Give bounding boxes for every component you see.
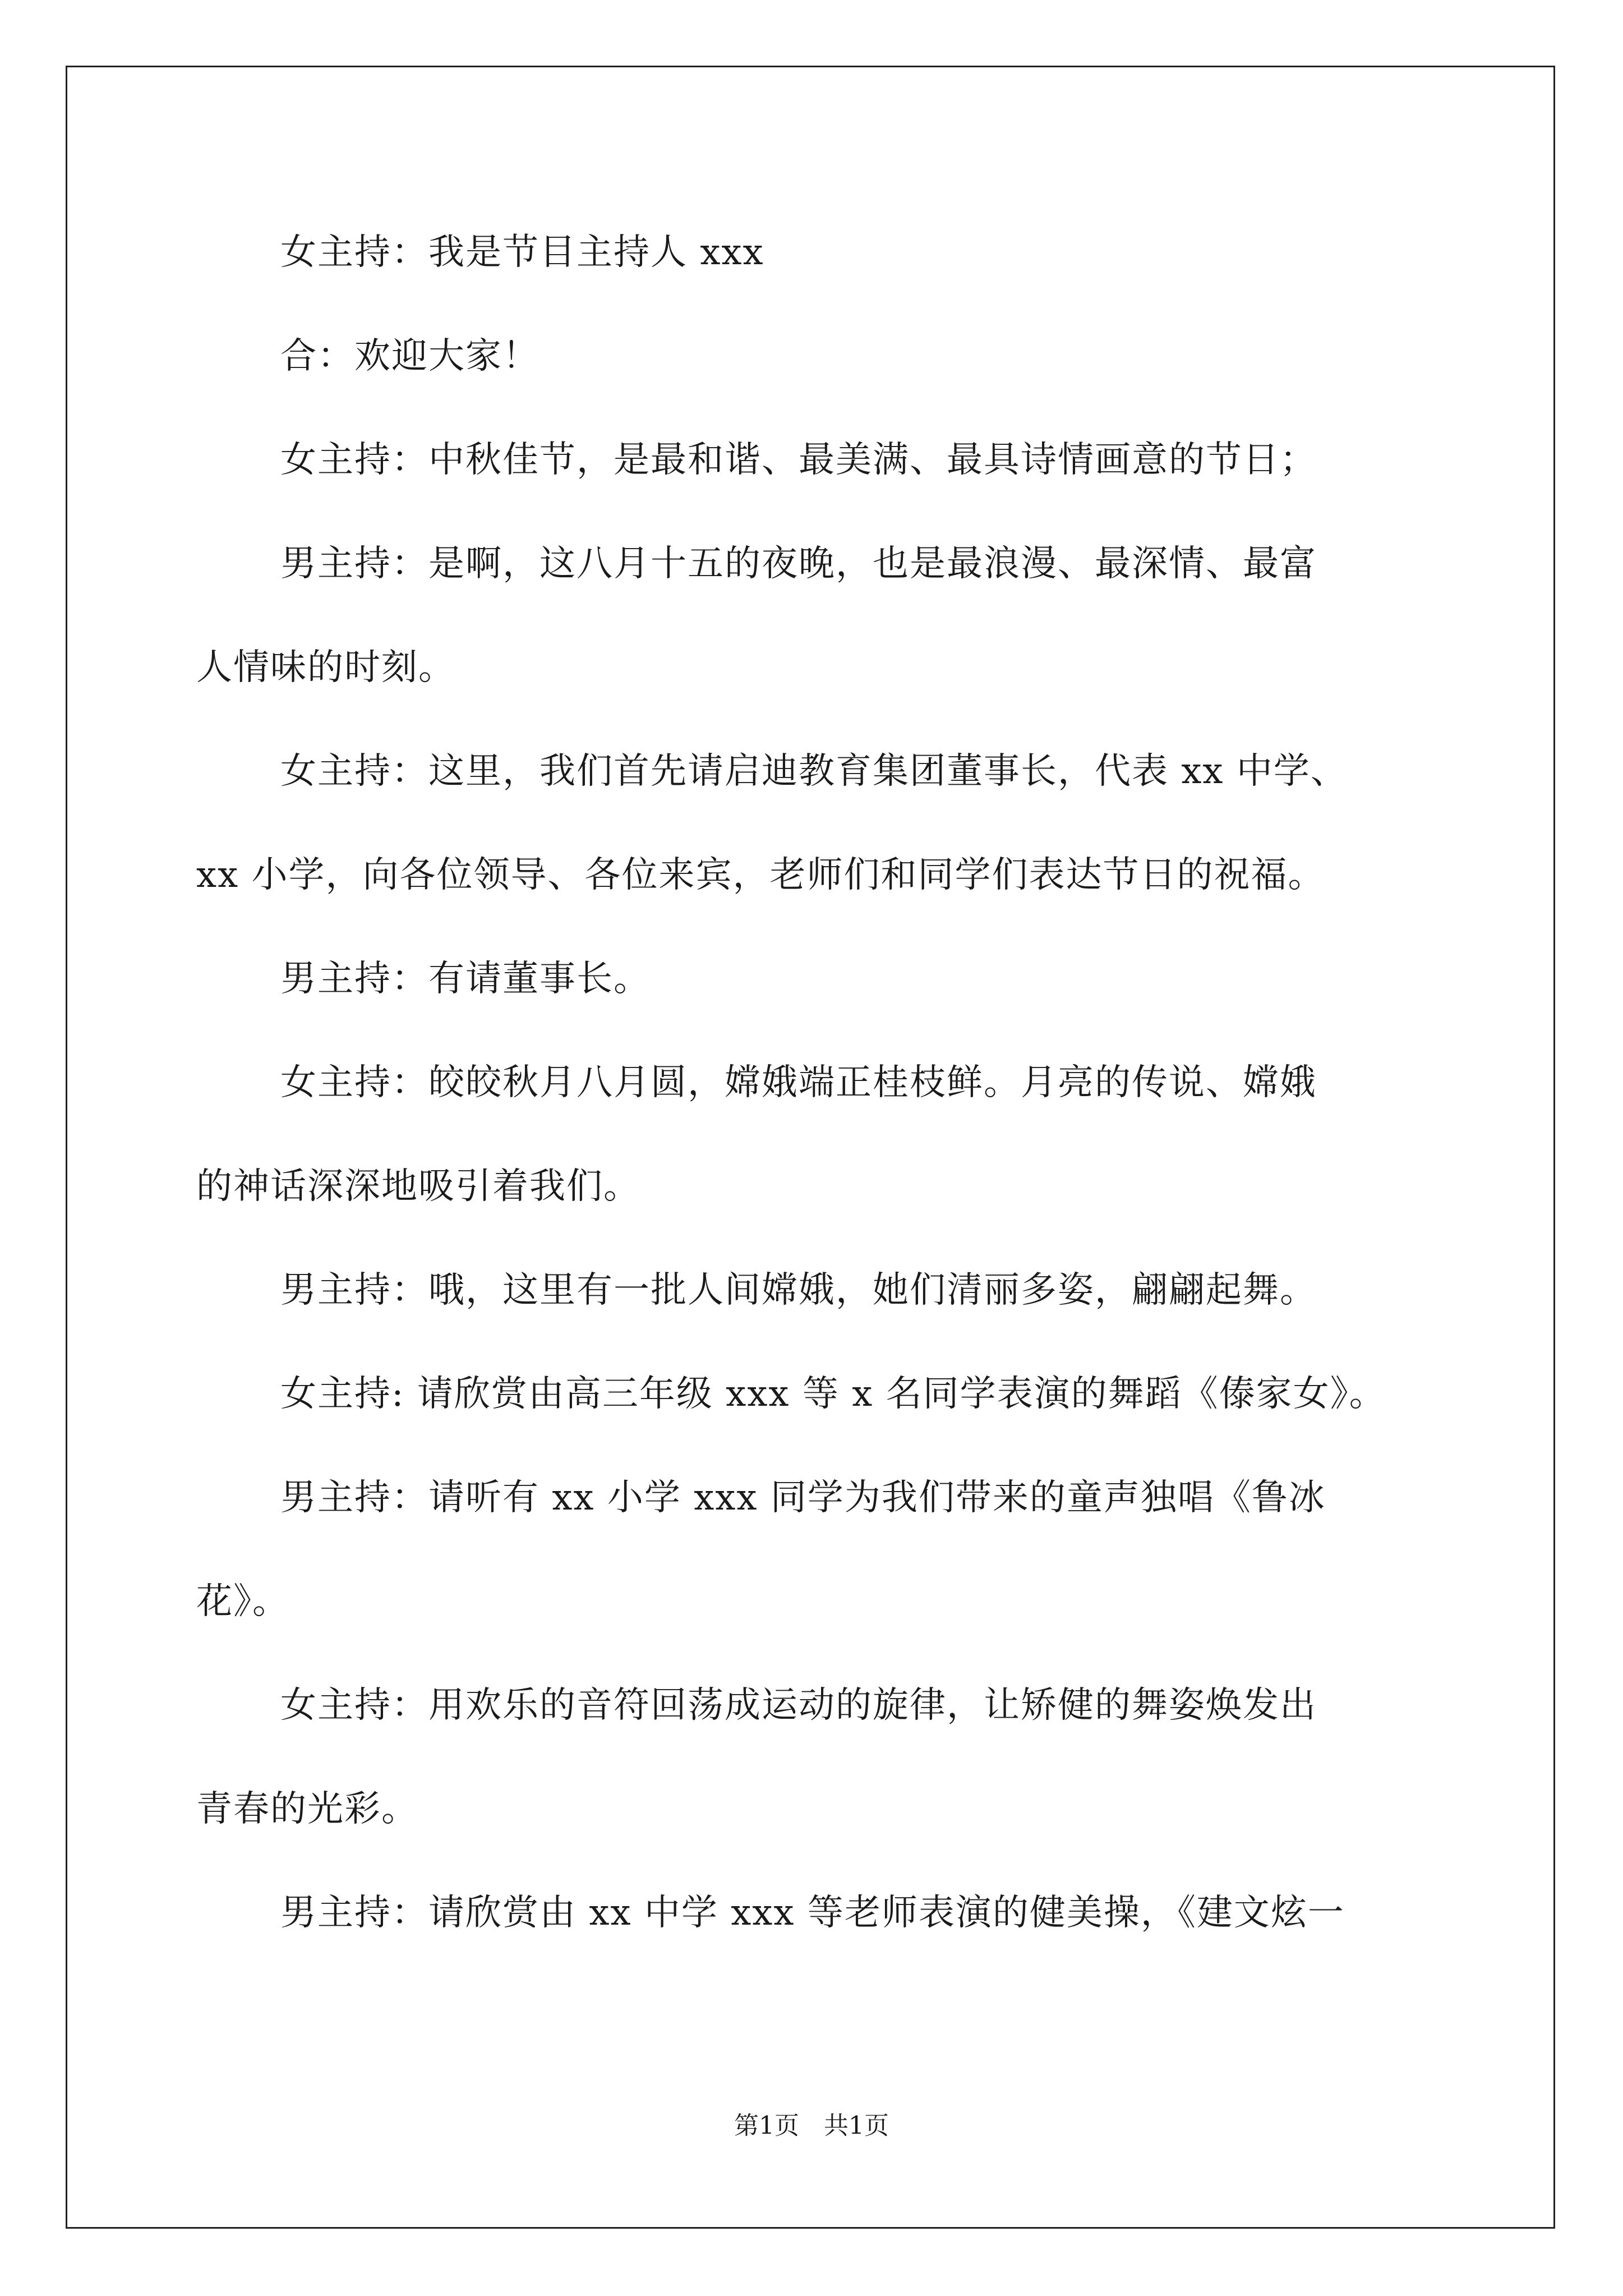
text-line-13: 男主持：请听有 xx 小学 xxx 同学为我们带来的童声独唱《鲁冰	[280, 1477, 1326, 1519]
text-line-8: 男主持：有请董事长。	[280, 958, 651, 1000]
text-line-7: xx 小学，向各位领导、各位来宾，老师们和同学们表达节日的祝福。	[196, 854, 1325, 896]
text-line-11: 男主持：哦，这里有一批人间嫦娥，她们清丽多姿，翩翩起舞。	[280, 1269, 1317, 1311]
text-line-17: 男主持：请欣赏由 xx 中学 xxx 等老师表演的健美操，《建文炫一	[280, 1892, 1345, 1934]
text-line-14: 花》。	[196, 1581, 289, 1622]
text-line-4: 男主持：是啊，这八月十五的夜晚，也是最浪漫、最深情、最富	[280, 543, 1317, 585]
text-line-10: 的神话深深地吸引着我们。	[196, 1166, 640, 1207]
text-line-3: 女主持：中秋佳节，是最和谐、最美满、最具诗情画意的节日；	[280, 439, 1317, 481]
text-line-12: 女主持: 请欣赏由高三年级 xxx 等 x 名同学表演的舞蹈《傣家女》。	[280, 1373, 1386, 1415]
text-line-15: 女主持：用欢乐的音符回荡成运动的旋律，让矫健的舞姿焕发出	[280, 1685, 1317, 1726]
page-footer: 第1页 共1页	[734, 2111, 889, 2140]
text-line-2: 合：欢迎大家！	[280, 335, 540, 377]
text-line-6: 女主持：这里，我们首先请启迪教育集团董事长，代表 xx 中学、	[280, 751, 1348, 792]
text-line-5: 人情味的时刻。	[196, 647, 455, 688]
text-line-16: 青春的光彩。	[196, 1788, 418, 1830]
text-line-1: 女主持：我是节目主持人 xxx	[280, 232, 764, 273]
text-line-9: 女主持：皎皎秋月八月圆，嫦娥端正桂枝鲜。月亮的传说、嫦娥	[280, 1062, 1317, 1103]
